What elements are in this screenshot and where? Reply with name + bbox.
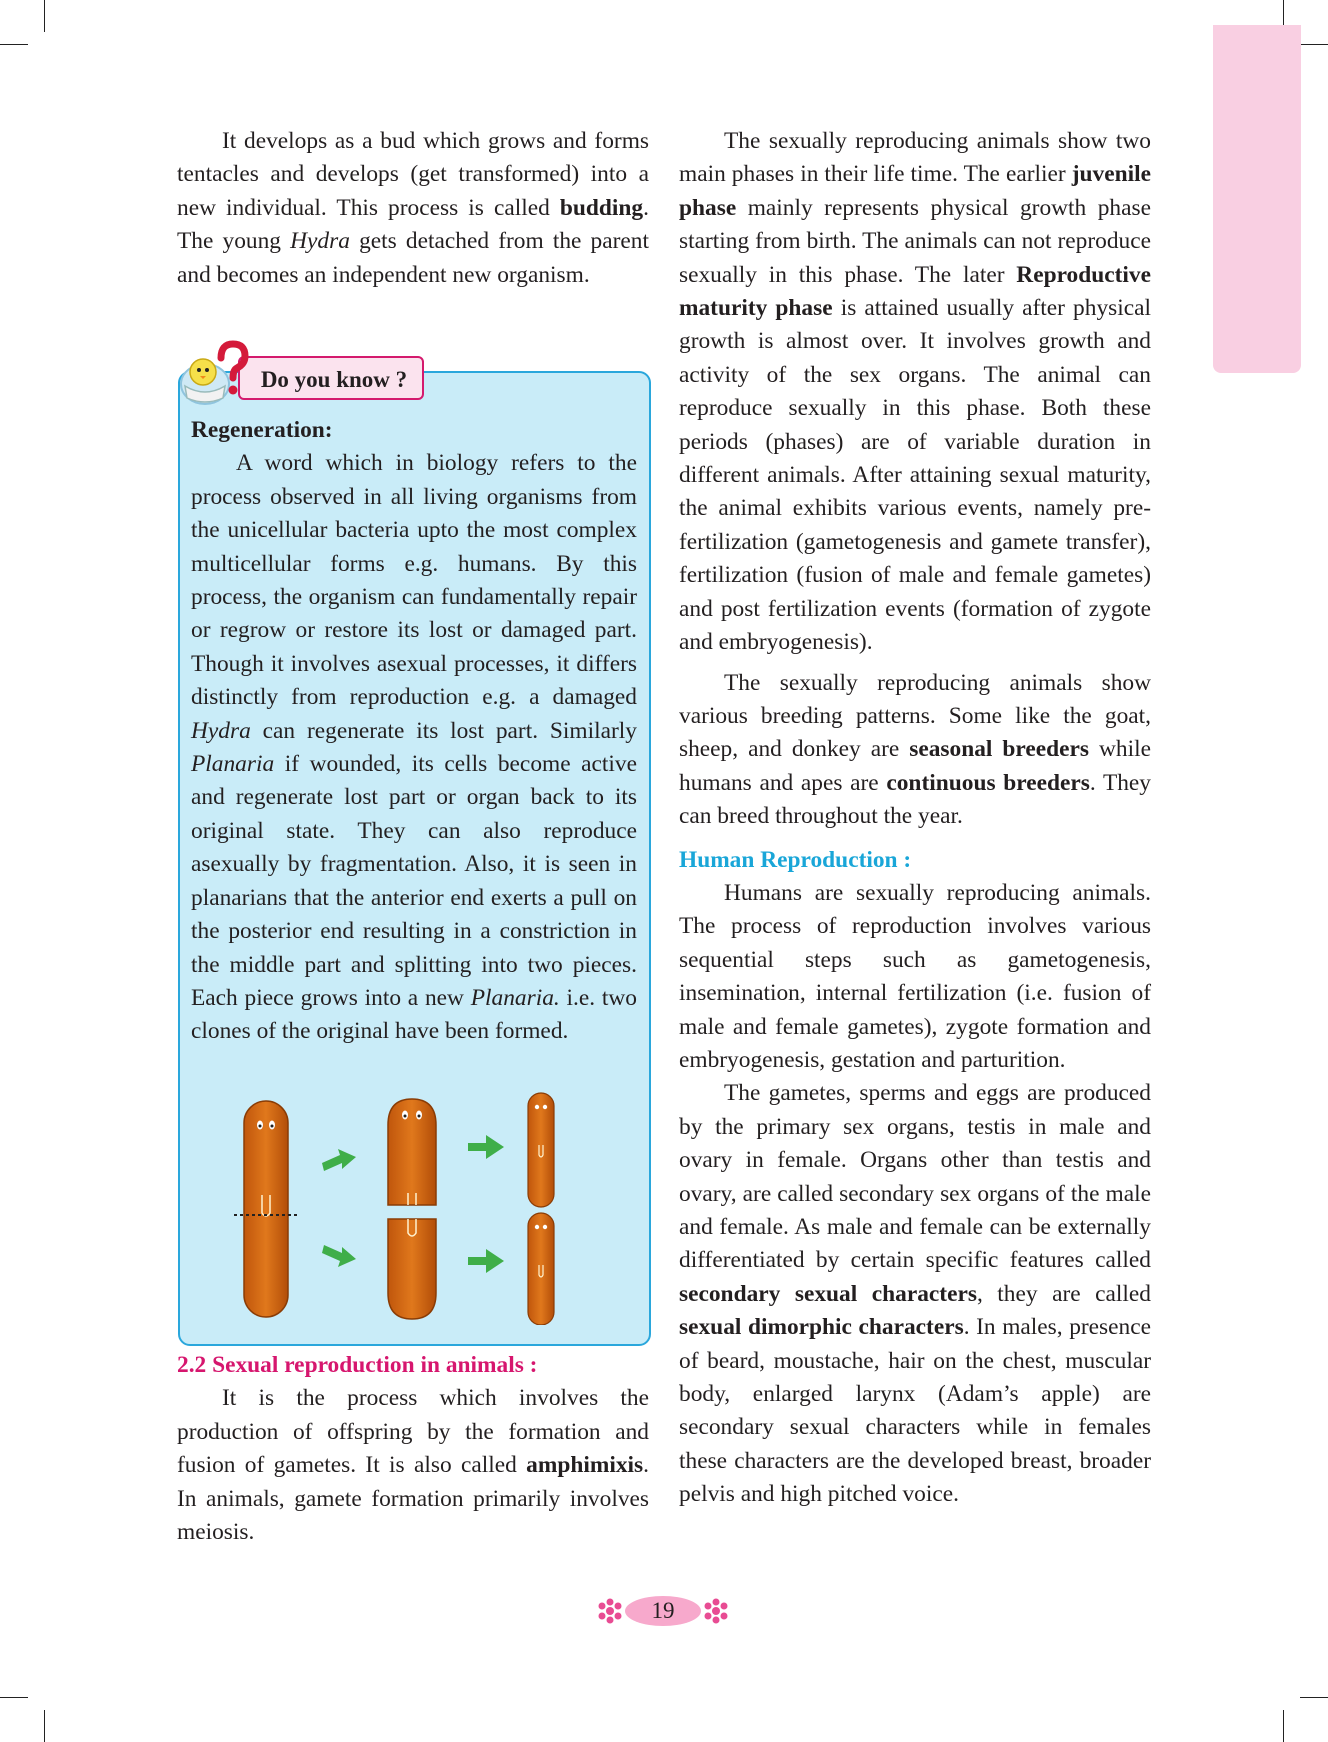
planaria-regeneration-figure [178,1085,647,1325]
breeding-patterns-paragraph: The sexually reproducing animals show various breeding patterns. Some like the goat, sheep, and donkey are seasonal breeders while humans and apes are continuous breeders. They can breed throughout the year. [679,669,1152,830]
planaria-whole [234,1101,298,1317]
budding-paragraph: It develops as a bud which grows and forms tentacles and develops (get transformed) into a new individual. This process is called budding. The young Hydra gets detached from the parent and becomes an independent new organism. [177,128,649,288]
crop-mark [1283,1710,1284,1742]
regeneration-paragraph: A word which in biology refers to the process observed in all living organisms from the unicellular bacteria upto the most complex multicellular forms e.g. humans. By this process, the organism can fundamentally repair or regrow or restore its lost or damaged part. Though it involves asexual processes, it differs distinctly from reproduction e.g. a damaged Hydra can regenerate its lost part. Similarly Planaria if wounded, its cells become active and regenerate lost part or organ back to its original state. They can also reproduce asexually by fragmentation. Also, it is seen in planarians that the anterior end exerts a pull on the posterior end resulting in a constriction in the middle part and splitting into two pieces. Each piece grows into a new Planaria. i.e. two clones of the original have been formed. [191,450,638,1045]
chapter-tab [1213,25,1301,373]
arrow-right-icon [468,1249,504,1273]
arrow-right-icon [322,1245,356,1267]
human-reproduction-paragraph: Humans are sexually reproducing animals. The process of reproduction involves various sequential steps such as gametogenesis, insemination, internal fertilization (i.e. fusion of male and female gametes), zygote formation and embryogenesis, gestation and parturition. [679,879,1151,1073]
sexual-reproduction-paragraph: It is the process which involves the production of offspring by the formation and fusion of gametes. It is also called amphimixis. In animals, gamete formation primarily involves meiosis. [177,1385,649,1546]
crop-mark [0,1697,28,1698]
regeneration-text [191,414,637,1049]
planaria-posterior-piece [388,1219,436,1319]
planaria-regenerated [528,1213,554,1325]
crop-mark [1300,44,1328,45]
crop-mark [1300,1697,1328,1698]
crop-mark [44,1710,45,1742]
crop-mark [0,44,28,45]
did-you-know-label: Do you know ? [238,356,424,400]
page-number-text: 19 [651,1598,675,1623]
section-2-2 [177,1349,649,1549]
planaria-anterior-piece [388,1099,436,1205]
human-reproduction-heading: Human Reproduction : [679,846,912,873]
life-phases-paragraph: The sexually reproducing animals show two main phases in their life time. The earlier juvenile phase mainly represents physical growth phase starting from birth. The animals can not reproduce sexually in this phase. The later Reproductive maturity phase is attained usually after physical growth is almost over. It involves growth and activity of the sex organs. The animal can reproduce sexually in this phase. Both these periods (phases) are of variable duration in different animals. After attaining sexual maturity, the animal exhibits various events, namely pre-fertilization (gametogenesis and gamete transfer), fertilization (fusion of male and female gametes) and post fertilization events (formation of zygote and embryogenesis). [679,128,1152,656]
section-heading: 2.2 Sexual reproduction in animals : [177,1352,538,1378]
right-column [679,125,1151,1512]
arrow-right-icon [468,1135,504,1159]
planaria-regenerated [528,1093,554,1207]
regeneration-title: Regeneration: [191,417,333,443]
page-number [596,1594,730,1628]
crop-mark [44,0,45,32]
left-column [177,125,649,292]
arrow-right-icon [322,1149,356,1171]
chick-question-icon [177,340,257,410]
sex-organs-paragraph: The gametes, sperms and eggs are produced by the primary sex organs, testis in male and ovary in female. Organs other than testis and ovary, are called secondary sex organs of the male and female. As male and female can be externally differentiated by certain specific features called secondary sexual characters, they are called sexual dimorphic characters. In males, presence of beard, moustache, hair on the chest, muscular body, enlarged larynx (Adam’s apple) are secondary sexual characters while in females these characters are the developed breast, broader pelvis and high pitched voice. [679,1080,1152,1508]
